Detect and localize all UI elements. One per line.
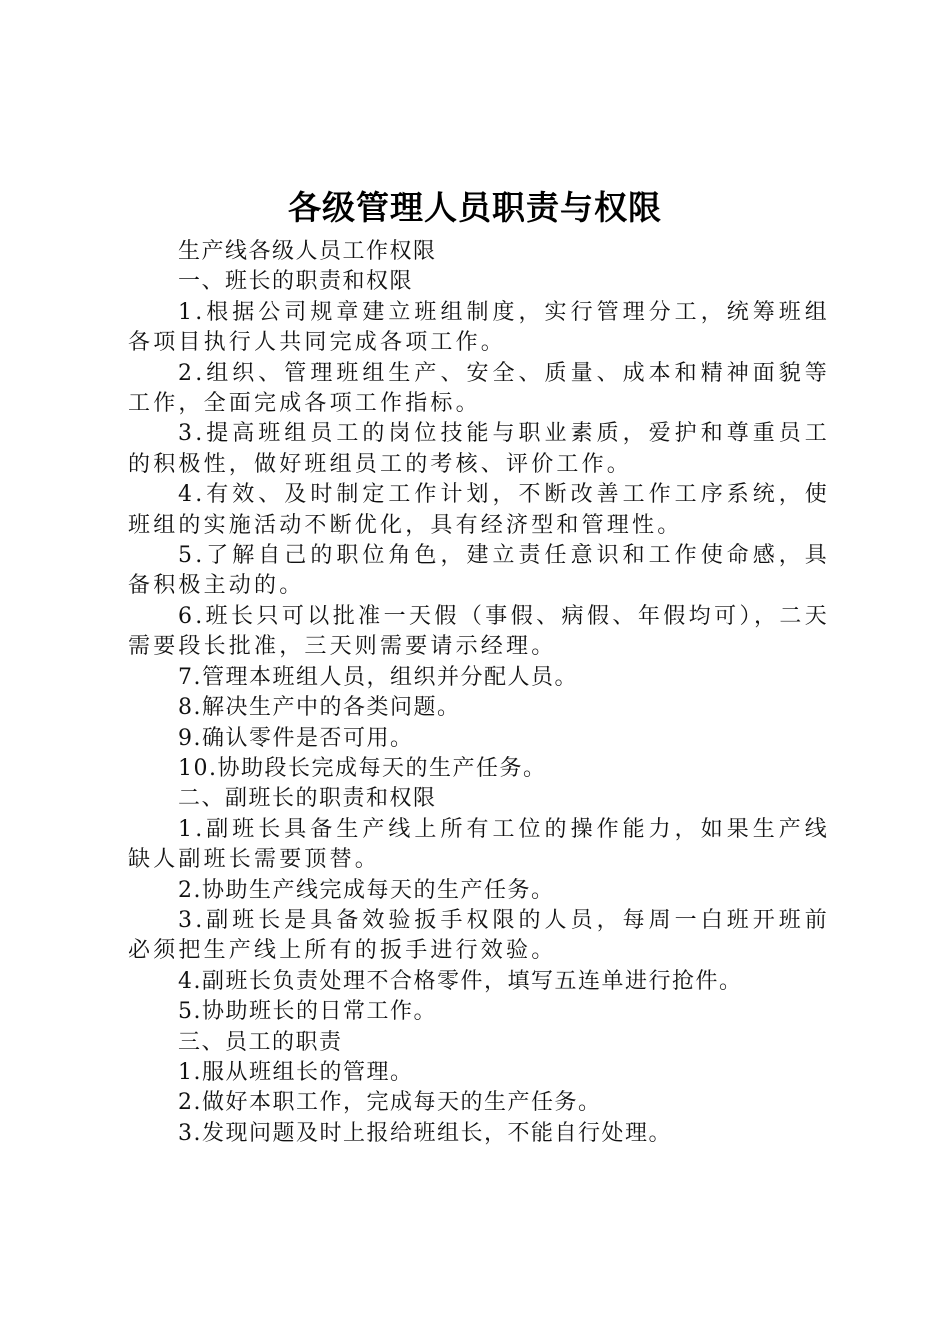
list-item: 10.协助段长完成每天的生产任务。 <box>178 755 547 781</box>
list-item: 7.管理本班组人员，组织并分配人员。 <box>178 664 578 690</box>
document-title: 各级管理人员职责与权限 <box>288 188 662 227</box>
list-item: 8.解决生产中的各类问题。 <box>178 695 461 721</box>
section-intro: 生产线各级人员工作权限 <box>178 239 437 264</box>
document-body <box>128 237 830 1149</box>
list-item: 1.根据公司规章建立班组制度，实行管理分工，统筹班组各项目执行人共同完成各项工作。 <box>128 299 830 356</box>
list-item: 4.副班长负责处理不合格零件，填写五连单进行抢件。 <box>178 968 743 994</box>
list-item: 1.服从班组长的管理。 <box>178 1059 414 1085</box>
list-item: 5.协助班长的日常工作。 <box>178 999 437 1025</box>
section-heading-2: 二、副班长的职责和权限 <box>178 786 437 812</box>
list-item: 3.提高班组员工的岗位技能与职业素质，爱护和尊重员工的积极性，做好班组员工的考核、评价工作。 <box>128 421 830 477</box>
list-item: 6.班长只可以批准一天假（事假、病假、年假均可），二天需要段长批准，三天则需要请示经理。 <box>128 603 830 660</box>
list-item: 5.了解自己的职位角色，建立责任意识和工作使命感，具备积极主动的。 <box>128 543 830 599</box>
list-item: 2.协助生产线完成每天的生产任务。 <box>178 877 555 903</box>
list-item: 1.副班长具备生产线上所有工位的操作能力，如果生产线缺人副班长需要顶替。 <box>128 816 830 873</box>
section-heading-3: 三、员工的职责 <box>178 1029 343 1055</box>
list-item: 3.副班长是具备效验扳手权限的人员，每周一白班开班前必须把生产线上所有的扳手进行效验。 <box>128 907 830 964</box>
list-item: 3.发现问题及时上报给班组长，不能自行处理。 <box>178 1120 672 1146</box>
section-heading-1: 一、班长的职责和权限 <box>178 269 414 295</box>
list-item: 2.做好本职工作，完成每天的生产任务。 <box>178 1090 602 1116</box>
list-item: 2.组织、管理班组生产、安全、质量、成本和精神面貌等工作，全面完成各项工作指标。 <box>128 360 830 417</box>
list-item: 4.有效、及时制定工作计划，不断改善工作工序系统，使班组的实施活动不断优化，具有经济型和管理性。 <box>128 482 830 538</box>
list-item: 9.确认零件是否可用。 <box>178 725 414 751</box>
